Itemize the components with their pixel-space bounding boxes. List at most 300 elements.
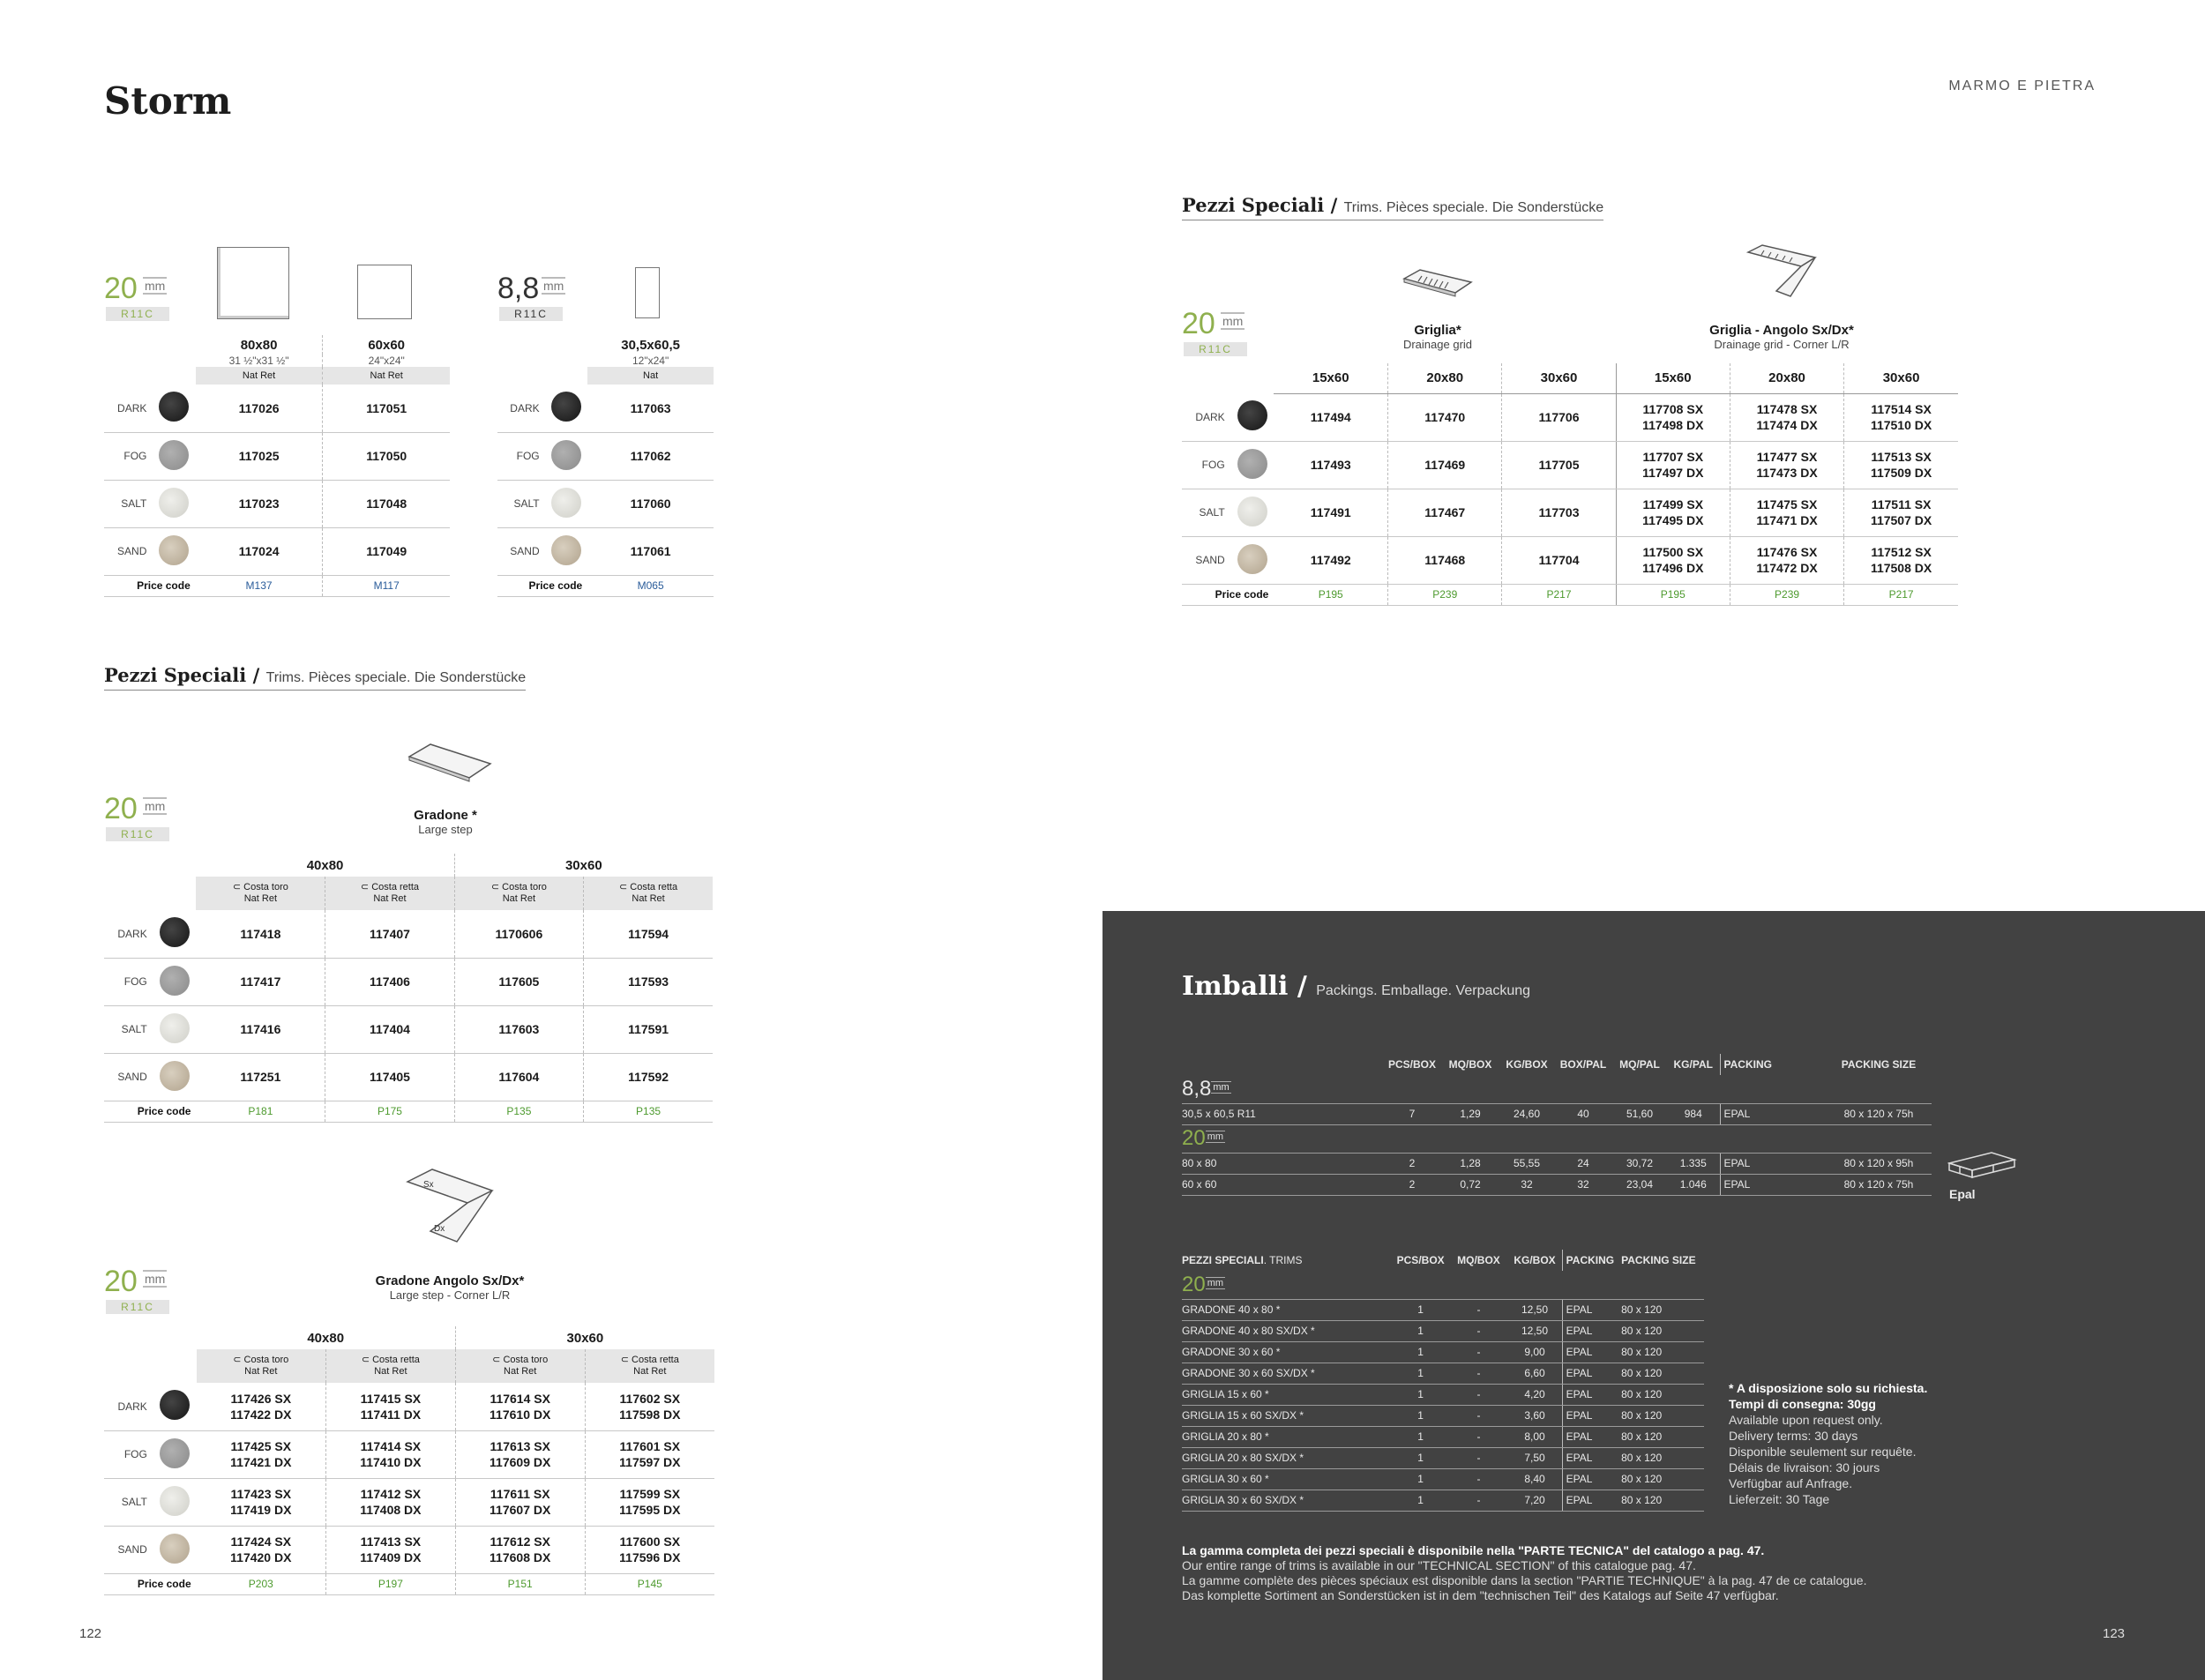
code-sx: 117708 SX [1642, 402, 1704, 416]
code-sx: 117477 SX [1756, 450, 1818, 464]
code-sx: 117426 SX [230, 1391, 292, 1406]
size-header: 30x60 [1502, 363, 1616, 393]
product-code-pair [455, 1526, 585, 1573]
code-dx: 117609 DX [490, 1455, 551, 1469]
pack-cell: 55,55 [1499, 1153, 1554, 1174]
trim-cell: GRIGLIA 30 x 60 SX/DX * [1182, 1490, 1392, 1511]
col-header: BOX/PAL [1559, 1058, 1607, 1071]
product-code-pair [1730, 536, 1843, 584]
product-code: 117469 [1388, 441, 1502, 489]
row-label-salt: SALT [1182, 489, 1230, 536]
product-code: 117417 [196, 958, 325, 1005]
code-dx: 117411 DX [360, 1407, 422, 1422]
product-code-pair [197, 1478, 326, 1526]
section-heading-trims: Pezzi Speciali / Trims. Pièces speciale. Die Sonderstücke [1182, 194, 1603, 220]
col-header: MQ/BOX [1457, 1254, 1500, 1266]
trim-cell: - [1450, 1426, 1508, 1447]
section-subtitle: Trims. Pièces speciale. Die Sonderstücke [265, 670, 527, 685]
size-header: 80x80 [240, 337, 278, 353]
trim-cell: 80 x 120 [1618, 1299, 1704, 1320]
col-edge: Costa toro [502, 882, 547, 892]
trim-cell: EPAL [1562, 1363, 1618, 1384]
row-label-salt: SALT [104, 1005, 153, 1053]
trim-cell: 12,50 [1507, 1299, 1562, 1320]
thickness-unit: mm [145, 1272, 166, 1286]
size-header: 20x80 [1388, 363, 1502, 393]
sand-swatch [160, 1534, 190, 1564]
code-dx: 117610 DX [490, 1407, 551, 1422]
size-inch: 12"x24" [632, 355, 669, 367]
product-code: 117051 [323, 385, 450, 432]
trim-cell: 80 x 120 [1618, 1320, 1704, 1341]
pack-cell: 1.335 [1667, 1153, 1720, 1174]
trim-cell: 7,50 [1507, 1447, 1562, 1468]
note-it-line2: Tempi di consegna: 30gg [1729, 1397, 1876, 1411]
size-inch: 24"x24" [323, 355, 450, 367]
trim-cell: 9,00 [1507, 1341, 1562, 1363]
code-sx: 117425 SX [230, 1439, 292, 1453]
epal-label: Epal [1949, 1187, 1976, 1201]
trim-cell: 1 [1392, 1447, 1450, 1468]
col-header: PACKING [1562, 1250, 1618, 1271]
trim-cell: EPAL [1562, 1320, 1618, 1341]
pack-cell: 2 [1383, 1174, 1441, 1195]
column-header: ⊂ Costa toro Nat Ret [454, 877, 583, 910]
trim-cell: 7,20 [1507, 1490, 1562, 1511]
product-code-pair [1616, 536, 1730, 584]
corner-step-shape [404, 1166, 501, 1245]
thickness-group-8-8 [1182, 1075, 1932, 1103]
trim-cell: GRIGLIA 20 x 80 SX/DX * [1182, 1447, 1392, 1468]
trim-cell: 80 x 120 [1618, 1468, 1704, 1490]
note-en: Our entire range of trims is available in our "TECHNICAL SECTION" of this catalogue pag. 47. [1182, 1558, 1696, 1572]
trims-title-rest: . TRIMS [1263, 1254, 1303, 1266]
row-label-fog: FOG [497, 432, 545, 480]
price-code-label: Price code [104, 575, 196, 596]
pack-cell: 0,72 [1441, 1174, 1499, 1195]
col-header: PACKING SIZE [1621, 1254, 1696, 1266]
pallet-icon [1947, 1149, 2018, 1181]
note-it: La gamma completa dei pezzi speciali è disponibile nella "PARTE TECNICA" del catalogo a pag. 47. [1182, 1543, 1765, 1557]
product-code: 117407 [325, 910, 454, 958]
column-header: ⊂ Costa toro Nat Ret [455, 1349, 585, 1383]
price-code: P181 [196, 1101, 325, 1122]
note-de: Das komplette Sortiment an Sonderstücken ist in dem "technischen Teil" des Katalogs auf Seite 47 verfügbar. [1182, 1588, 1779, 1602]
product-subtitle: Large step - Corner L/R [389, 1288, 511, 1302]
group-header: 30x60 [455, 1326, 714, 1349]
price-code: P195 [1274, 584, 1387, 605]
price-code: P239 [1388, 584, 1502, 605]
product-code-pair [455, 1478, 585, 1526]
note-fr-line1: Disponible seulement sur requête. [1729, 1445, 1917, 1459]
row-label-salt: SALT [497, 480, 545, 527]
thickness-unit: mm [543, 279, 564, 293]
group-value: 20 [1182, 1126, 1206, 1150]
product-code: 117061 [587, 527, 714, 575]
price-code-label: Price code [104, 1573, 197, 1594]
col-edge: Costa retta [371, 882, 420, 892]
thickness-group-20 [1182, 1124, 1932, 1153]
col-finish: Nat Ret [373, 893, 407, 904]
col-edge: Costa retta [632, 1355, 679, 1365]
col-finish: Nat Ret [502, 893, 536, 904]
col-header: PACKING SIZE [1841, 1058, 1917, 1071]
trim-cell: - [1450, 1490, 1508, 1511]
row-label-sand: SAND [104, 527, 152, 575]
code-sx: 117514 SX [1871, 402, 1932, 416]
pack-cell: EPAL [1720, 1153, 1826, 1174]
dark-swatch [159, 392, 189, 422]
slip-grade: R11C [106, 307, 169, 321]
code-sx: 117611 SX [490, 1487, 550, 1501]
product-code-pair [1844, 536, 1958, 584]
code-sx: 117601 SX [619, 1439, 681, 1453]
code-sx: 117511 SX [1871, 497, 1932, 511]
code-dx: 117474 DX [1756, 418, 1818, 432]
code-dx: 117507 DX [1870, 513, 1932, 527]
product-code-pair [1844, 489, 1958, 536]
gradone-table [104, 854, 713, 1123]
pack-cell: 7 [1383, 1103, 1441, 1124]
code-dx: 117410 DX [360, 1455, 422, 1469]
product-code: 117063 [587, 385, 714, 432]
product-code: 117703 [1502, 489, 1616, 536]
size-header: 15x60 [1616, 363, 1730, 393]
tiles-8-8mm-table [497, 335, 714, 597]
product-code: 117023 [196, 480, 323, 527]
code-dx: 117495 DX [1642, 513, 1704, 527]
page-title: Storm [104, 79, 232, 123]
product-code-pair [197, 1430, 326, 1478]
slip-grade: R11C [499, 307, 563, 321]
thickness-unit: mm [145, 799, 166, 813]
group-header: 30x60 [454, 854, 713, 877]
row-label-sand: SAND [1182, 536, 1230, 584]
product-code: 117593 [584, 958, 713, 1005]
group-unit: mm [1207, 1131, 1224, 1142]
slip-grade: R11C [106, 1300, 169, 1314]
code-sx: 117600 SX [619, 1534, 681, 1549]
col-finish: Nat Ret [633, 1366, 667, 1377]
salt-swatch [1237, 497, 1267, 526]
code-dx: 117498 DX [1642, 418, 1704, 432]
note-fr-line2: Délais de livraison: 30 jours [1729, 1460, 1880, 1475]
code-sx: 117512 SX [1871, 545, 1932, 559]
code-dx: 117510 DX [1870, 418, 1932, 432]
trim-cell: 1 [1392, 1341, 1450, 1363]
code-sx: 117478 SX [1756, 402, 1818, 416]
product-code: 117048 [323, 480, 450, 527]
col-header: PCS/BOX [1396, 1254, 1445, 1266]
trim-cell: GRADONE 30 x 60 SX/DX * [1182, 1363, 1392, 1384]
dark-swatch [160, 1390, 190, 1420]
size-header: 15x60 [1274, 363, 1387, 393]
code-sx: 117612 SX [490, 1534, 550, 1549]
price-code-label: Price code [104, 1101, 196, 1122]
trim-cell: - [1450, 1405, 1508, 1426]
code-sx: 117513 SX [1871, 450, 1932, 464]
pack-cell: 24 [1554, 1153, 1612, 1174]
price-code-label: Price code [1182, 584, 1274, 605]
group-unit: mm [1213, 1081, 1230, 1093]
product-subtitle: Large step [418, 823, 473, 836]
sand-swatch [160, 1061, 190, 1091]
finish-label: Nat [587, 367, 714, 385]
product-code-pair [455, 1383, 585, 1430]
thickness-unit: mm [145, 279, 166, 293]
col-header: MQ/BOX [1448, 1058, 1492, 1071]
col-finish: Nat Ret [632, 893, 665, 904]
col-edge: Costa toro [503, 1355, 549, 1365]
product-code: 117050 [323, 432, 450, 480]
griglia-angolo-label [1658, 323, 1905, 351]
trims-table-title [1182, 1250, 1392, 1271]
product-code: 117704 [1502, 536, 1616, 584]
code-sx: 117613 SX [490, 1439, 550, 1453]
group-unit: mm [1207, 1277, 1224, 1288]
product-code-pair [1844, 393, 1958, 441]
product-code: 117592 [584, 1053, 713, 1101]
product-code: 117604 [454, 1053, 583, 1101]
thickness-badge-20 [104, 1266, 175, 1312]
product-code: 117591 [584, 1005, 713, 1053]
tile-30x60-shape [635, 267, 660, 318]
col-header: KG/BOX [1506, 1058, 1548, 1071]
fog-swatch [1237, 449, 1267, 479]
sand-swatch [159, 535, 189, 565]
thickness-value: 20 [104, 792, 138, 825]
thickness-badge-8-8 [497, 273, 568, 319]
code-sx: 117614 SX [490, 1391, 550, 1406]
salt-swatch [159, 488, 189, 518]
group-header: 40x80 [307, 1330, 345, 1346]
trim-cell: GRIGLIA 15 x 60 SX/DX * [1182, 1405, 1392, 1426]
product-code: 117705 [1502, 441, 1616, 489]
section-title: Pezzi Speciali [104, 664, 247, 686]
row-label-salt: SALT [104, 480, 152, 527]
code-sx: 117499 SX [1642, 497, 1704, 511]
pack-cell: 32 [1554, 1174, 1612, 1195]
col-finish: Nat Ret [374, 1366, 407, 1377]
trim-cell: 1 [1392, 1405, 1450, 1426]
row-label-fog: FOG [1182, 441, 1230, 489]
slip-grade: R11C [106, 827, 169, 841]
code-dx: 117408 DX [360, 1503, 422, 1517]
trim-cell: 1 [1392, 1320, 1450, 1341]
note-en-line2: Delivery terms: 30 days [1729, 1429, 1858, 1443]
pack-cell: 40 [1554, 1103, 1612, 1124]
code-dx: 117473 DX [1756, 466, 1818, 480]
product-code-pair [325, 1478, 455, 1526]
pack-cell: 80 x 120 x 95h [1826, 1153, 1932, 1174]
pack-cell: 23,04 [1612, 1174, 1667, 1195]
code-dx: 117419 DX [230, 1503, 292, 1517]
pack-cell: 80 x 120 x 75h [1826, 1174, 1932, 1195]
trim-cell: GRADONE 40 x 80 * [1182, 1299, 1392, 1320]
trim-cell: 12,50 [1507, 1320, 1562, 1341]
thickness-value: 8,8 [497, 272, 540, 305]
thickness-value: 20 [104, 1265, 138, 1298]
trim-cell: EPAL [1562, 1426, 1618, 1447]
product-code: 117470 [1388, 393, 1502, 441]
trim-cell: - [1450, 1341, 1508, 1363]
note-de-line1: Verfügbar auf Anfrage. [1729, 1476, 1853, 1490]
brand-label: MARMO E PIETRA [1948, 78, 2096, 93]
trim-cell: EPAL [1562, 1468, 1618, 1490]
trim-cell: EPAL [1562, 1490, 1618, 1511]
col-edge: Costa toro [243, 882, 288, 892]
trim-cell: EPAL [1562, 1299, 1618, 1320]
fog-swatch [551, 440, 581, 470]
note-en-line1: Available upon request only. [1729, 1413, 1883, 1427]
code-sx: 117707 SX [1642, 450, 1704, 464]
product-code: 117416 [196, 1005, 325, 1053]
price-code: P151 [455, 1573, 585, 1594]
pack-cell: 1.046 [1667, 1174, 1720, 1195]
size-header: 30x60 [1844, 363, 1958, 393]
product-code: 117049 [323, 527, 450, 575]
product-code: 117418 [196, 910, 325, 958]
product-code: 117706 [1502, 393, 1616, 441]
trim-cell: 80 x 120 [1618, 1341, 1704, 1363]
code-dx: 117509 DX [1870, 466, 1932, 480]
product-code-pair [325, 1526, 455, 1573]
col-finish: Nat Ret [504, 1366, 537, 1377]
row-label-sand: SAND [104, 1526, 153, 1573]
price-code: P239 [1730, 584, 1843, 605]
trim-cell: 1 [1392, 1299, 1450, 1320]
product-code-pair [1616, 489, 1730, 536]
note-it-line1: * A disposizione solo su richiesta. [1729, 1381, 1928, 1395]
column-header: ⊂ Costa retta Nat Ret [585, 1349, 714, 1383]
code-dx: 117471 DX [1756, 513, 1818, 527]
price-code: P217 [1502, 584, 1616, 605]
finish-label: Nat Ret [196, 367, 323, 385]
price-code: P195 [1616, 584, 1730, 605]
fog-swatch [160, 1438, 190, 1468]
trim-cell: - [1450, 1468, 1508, 1490]
product-code-pair [1730, 489, 1843, 536]
trim-cell: 80 x 120 [1618, 1490, 1704, 1511]
thickness-badge-20 [104, 273, 175, 319]
code-sx: 117475 SX [1756, 497, 1818, 511]
col-header: KG/PAL [1673, 1058, 1713, 1071]
code-dx: 117472 DX [1756, 561, 1818, 575]
row-label-sand: SAND [497, 527, 545, 575]
code-dx: 117420 DX [230, 1550, 292, 1564]
trim-cell: EPAL [1562, 1447, 1618, 1468]
trim-cell: 3,60 [1507, 1405, 1562, 1426]
product-code: 117062 [587, 432, 714, 480]
sand-swatch [1237, 544, 1267, 574]
product-code: 117594 [584, 910, 713, 958]
code-sx: 117602 SX [619, 1391, 681, 1406]
size-header: 30,5x60,5 [621, 337, 680, 353]
product-code: 117603 [454, 1005, 583, 1053]
code-sx: 117500 SX [1642, 545, 1704, 559]
product-code: 117492 [1274, 536, 1387, 584]
row-label-dark: DARK [497, 385, 545, 432]
pack-cell: 60 x 60 [1182, 1174, 1383, 1195]
pack-cell: 24,60 [1499, 1103, 1554, 1124]
dark-swatch [551, 392, 581, 422]
product-code: 117468 [1388, 536, 1502, 584]
price-code: P217 [1844, 584, 1958, 605]
trim-cell: EPAL [1562, 1341, 1618, 1363]
code-sx: 117415 SX [360, 1391, 422, 1406]
trim-cell: - [1450, 1320, 1508, 1341]
product-code-pair [1616, 393, 1730, 441]
code-sx: 117412 SX [360, 1487, 422, 1501]
product-code-pair [325, 1383, 455, 1430]
row-label-salt: SALT [104, 1478, 153, 1526]
large-step-shape [406, 741, 494, 783]
code-sx: 117413 SX [360, 1534, 422, 1549]
trim-cell: - [1450, 1299, 1508, 1320]
product-name: Gradone * [414, 808, 477, 823]
row-label-dark: DARK [104, 910, 153, 958]
trim-cell: 80 x 120 [1618, 1384, 1704, 1405]
page-number-right: 123 [2103, 1626, 2126, 1641]
salt-swatch [551, 488, 581, 518]
sx-label: Sx [423, 1180, 434, 1190]
price-code-label: Price code [497, 575, 587, 596]
product-name: Griglia* [1414, 323, 1461, 338]
product-code-pair [325, 1430, 455, 1478]
page-number-left: 122 [79, 1626, 102, 1641]
product-code: 117025 [196, 432, 323, 480]
product-code: 117404 [325, 1005, 454, 1053]
product-code-pair [1730, 441, 1843, 489]
salt-swatch [160, 1013, 190, 1043]
trim-cell: EPAL [1562, 1405, 1618, 1426]
column-header: ⊂ Costa retta Nat Ret [584, 877, 713, 910]
product-code: 117467 [1388, 489, 1502, 536]
trim-cell: GRADONE 40 x 80 SX/DX * [1182, 1320, 1392, 1341]
trim-cell: GRIGLIA 20 x 80 * [1182, 1426, 1392, 1447]
trim-cell: 8,00 [1507, 1426, 1562, 1447]
pack-cell: 51,60 [1612, 1103, 1667, 1124]
code-dx: 117508 DX [1870, 561, 1932, 575]
trims-packing-table [1182, 1250, 1704, 1512]
trim-cell: EPAL [1562, 1384, 1618, 1405]
trim-cell: GRADONE 30 x 60 * [1182, 1341, 1392, 1363]
drainage-grid-shape [1402, 266, 1473, 302]
code-sx: 117424 SX [230, 1534, 292, 1549]
pack-cell: 2 [1383, 1153, 1441, 1174]
code-dx: 117608 DX [490, 1550, 551, 1564]
size-header: 20x80 [1730, 363, 1843, 393]
price-code: P175 [325, 1101, 454, 1122]
pack-cell: 1,28 [1441, 1153, 1499, 1174]
product-code: 117251 [196, 1053, 325, 1101]
price-code: P135 [454, 1101, 583, 1122]
product-code-pair [585, 1430, 714, 1478]
pack-cell: 30,5 x 60,5 R11 [1182, 1103, 1383, 1124]
group-value: 20 [1182, 1272, 1206, 1296]
trim-cell: 1 [1392, 1384, 1450, 1405]
product-code-pair [585, 1383, 714, 1430]
packing-panel [1102, 911, 2205, 1680]
col-header: PACKING [1720, 1054, 1826, 1075]
availability-note [1729, 1380, 1958, 1507]
row-label-sand: SAND [104, 1053, 153, 1101]
fog-swatch [159, 440, 189, 470]
price-code: M137 [196, 575, 323, 596]
trim-cell: GRIGLIA 30 x 60 * [1182, 1468, 1392, 1490]
product-subtitle: Drainage grid [1402, 338, 1473, 351]
price-code: P197 [325, 1573, 455, 1594]
